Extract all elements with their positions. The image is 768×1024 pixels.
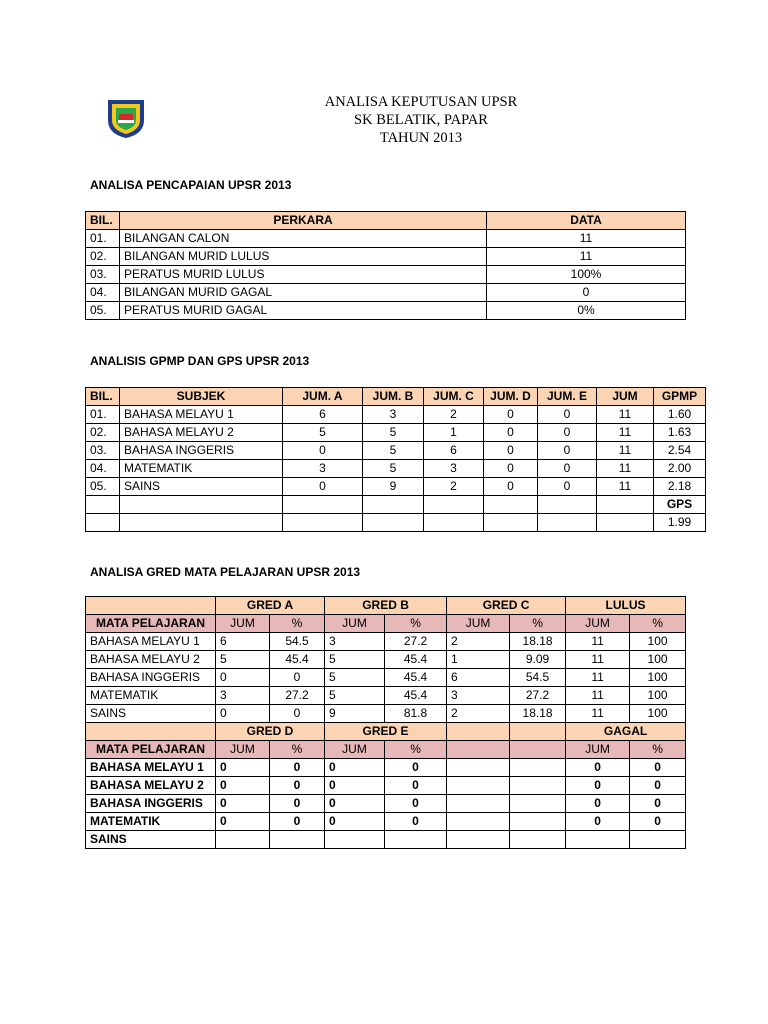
table-row: [86, 795, 686, 813]
table-cell: 3: [325, 633, 385, 651]
table-cell: 0: [385, 795, 447, 813]
table-cell: 2: [447, 633, 510, 651]
table-cell: 3: [216, 687, 270, 705]
table-cell: SAINS: [86, 831, 216, 849]
table-cell: MATEMATIK: [120, 460, 283, 478]
section-title-gred: ANALISA GRED MATA PELAJARAN UPSR 2013: [90, 565, 361, 579]
table-cell: 100: [630, 651, 686, 669]
table-cell: [566, 831, 630, 849]
header-gagal: GAGAL: [566, 723, 686, 741]
table-header-row: [86, 597, 686, 615]
table-cell: 27.2: [270, 687, 325, 705]
table-header-row: [86, 388, 706, 406]
table-cell: SAINS: [120, 478, 283, 496]
table-cell: 0: [484, 424, 538, 442]
table-cell: 11: [566, 633, 630, 651]
header-jum: JUM: [325, 741, 385, 759]
table-cell: 11: [487, 248, 686, 266]
pencapaian-table: [85, 211, 686, 320]
table-row: [86, 705, 686, 723]
table-row: [86, 284, 686, 302]
table-cell: 0: [484, 478, 538, 496]
table-cell: 11: [597, 460, 654, 478]
table-cell: 0: [385, 759, 447, 777]
table-cell: 0: [283, 442, 363, 460]
table-cell: 0: [325, 813, 385, 831]
table-cell: 3: [424, 460, 484, 478]
table-row: [86, 669, 686, 687]
table-cell: 02.: [86, 248, 120, 266]
table-cell: 0: [385, 813, 447, 831]
table-cell: 0: [538, 424, 597, 442]
table-cell: MATEMATIK: [86, 687, 216, 705]
table-cell: 45.4: [385, 687, 447, 705]
header-jum: JUM: [566, 615, 630, 633]
header-gred-c: GRED C: [447, 597, 566, 615]
table-cell: 03.: [86, 266, 120, 284]
table-cell: 0: [216, 705, 270, 723]
table-cell: 11: [566, 687, 630, 705]
table-cell: 1: [424, 424, 484, 442]
table-cell: 0: [566, 813, 630, 831]
table-cell: PERATUS MURID LULUS: [120, 266, 487, 284]
table-cell: [385, 831, 447, 849]
header-lulus: LULUS: [566, 597, 686, 615]
table-cell: 0: [630, 777, 686, 795]
table-cell: [270, 831, 325, 849]
table-cell: 0: [484, 442, 538, 460]
table-cell: 5: [283, 424, 363, 442]
table-row: [86, 460, 706, 478]
table-cell: 0: [283, 478, 363, 496]
header-gred-e: GRED E: [325, 723, 447, 741]
table-cell: 5: [216, 651, 270, 669]
table-cell: 0: [216, 759, 270, 777]
table-cell: 05.: [86, 302, 120, 320]
table-cell: 0: [630, 813, 686, 831]
table-cell: 0: [270, 777, 325, 795]
table-cell: 100: [630, 705, 686, 723]
table-cell: 9: [325, 705, 385, 723]
header-cell: PERKARA: [120, 212, 487, 230]
table-cell: 5: [363, 442, 424, 460]
header-jum: JUM: [216, 741, 270, 759]
table-cell: 3: [447, 687, 510, 705]
table-cell: 11: [566, 669, 630, 687]
table-cell: 0: [630, 759, 686, 777]
school-name: SK BELATIK, PAPAR: [354, 112, 488, 128]
gred-table: [85, 596, 686, 849]
table-cell: 100: [630, 633, 686, 651]
table-cell: 0: [270, 795, 325, 813]
table-cell: 11: [597, 478, 654, 496]
table-cell: BILANGAN MURID LULUS: [120, 248, 487, 266]
header-cell: JUM. E: [538, 388, 597, 406]
table-cell: 0: [325, 759, 385, 777]
table-row: [86, 759, 686, 777]
gps-label: GPS: [654, 496, 706, 514]
table-cell: 0: [385, 777, 447, 795]
table-cell: 01.: [86, 406, 120, 424]
table-cell: 3: [363, 406, 424, 424]
header-gred-d: GRED D: [216, 723, 325, 741]
table-header-row: [86, 723, 686, 741]
table-row: [86, 424, 706, 442]
table-cell: 100: [630, 687, 686, 705]
header-cell: DATA: [487, 212, 686, 230]
table-cell: BAHASA MELAYU 1: [86, 633, 216, 651]
table-row: [86, 266, 686, 284]
table-cell: 0: [325, 795, 385, 813]
table-row: [86, 478, 706, 496]
table-cell: 45.4: [385, 669, 447, 687]
table-cell: 01.: [86, 230, 120, 248]
header-pct: %: [510, 615, 566, 633]
table-cell: 11: [597, 442, 654, 460]
report-year: TAHUN 2013: [379, 130, 463, 146]
table-row: [86, 496, 706, 514]
table-cell: 0: [566, 759, 630, 777]
table-cell: 03.: [86, 442, 120, 460]
table-subheader-row: [86, 741, 686, 759]
document-header: [0, 93, 768, 147]
gps-value: 1.99: [654, 514, 706, 532]
table-cell: 6: [216, 633, 270, 651]
table-cell: 18.18: [510, 633, 566, 651]
table-cell: 0: [538, 442, 597, 460]
table-cell: 45.4: [385, 651, 447, 669]
section-title-gpmp: ANALISIS GPMP DAN GPS UPSR 2013: [90, 354, 310, 368]
table-cell: 2.00: [654, 460, 706, 478]
header-cell: BIL.: [86, 212, 120, 230]
table-cell: 5: [325, 669, 385, 687]
table-cell: 0: [484, 406, 538, 424]
table-row: [86, 406, 706, 424]
table-row: [86, 248, 686, 266]
header-cell: JUM. C: [424, 388, 484, 406]
table-cell: SAINS: [86, 705, 216, 723]
table-cell: 02.: [86, 424, 120, 442]
table-cell: 0: [270, 705, 325, 723]
table-row: [86, 651, 686, 669]
header-cell: BIL.: [86, 388, 120, 406]
header-pct: %: [630, 741, 686, 759]
table-cell: 1.63: [654, 424, 706, 442]
table-cell: 11: [566, 651, 630, 669]
table-cell: 0: [566, 777, 630, 795]
gpmp-table: [85, 387, 706, 532]
table-cell: 27.2: [510, 687, 566, 705]
table-row: [86, 687, 686, 705]
header-cell: SUBJEK: [120, 388, 283, 406]
header-pct: %: [270, 615, 325, 633]
table-cell: 3: [283, 460, 363, 478]
header-gred-a: GRED A: [216, 597, 325, 615]
table-cell: 0: [270, 813, 325, 831]
table-cell: 0: [216, 777, 270, 795]
table-cell: 2: [424, 478, 484, 496]
table-cell: 2: [447, 705, 510, 723]
header-cell: JUM. A: [283, 388, 363, 406]
table-cell: 6: [283, 406, 363, 424]
table-cell: 04.: [86, 284, 120, 302]
table-cell: 05.: [86, 478, 120, 496]
table-cell: 0: [216, 813, 270, 831]
table-cell: 100%: [487, 266, 686, 284]
table-cell: 6: [447, 669, 510, 687]
header-gred-b: GRED B: [325, 597, 447, 615]
header-cell: JUM: [597, 388, 654, 406]
table-cell: 0: [538, 460, 597, 478]
table-cell: BAHASA INGGERIS: [86, 795, 216, 813]
table-cell: 0: [270, 669, 325, 687]
table-cell: 0%: [487, 302, 686, 320]
table-row: [86, 442, 706, 460]
table-cell: 0: [270, 759, 325, 777]
table-cell: BILANGAN MURID GAGAL: [120, 284, 487, 302]
table-cell: 2: [424, 406, 484, 424]
table-subheader-row: [86, 615, 686, 633]
table-row: [86, 633, 686, 651]
table-cell: 2.18: [654, 478, 706, 496]
table-cell: 11: [597, 424, 654, 442]
table-cell: BAHASA MELAYU 2: [86, 777, 216, 795]
table-cell: BAHASA MELAYU 2: [86, 651, 216, 669]
table-cell: 6: [424, 442, 484, 460]
table-cell: 0: [216, 669, 270, 687]
table-cell: 2.54: [654, 442, 706, 460]
table-cell: [325, 831, 385, 849]
table-cell: 81.8: [385, 705, 447, 723]
table-cell: 54.5: [270, 633, 325, 651]
table-cell: 1: [447, 651, 510, 669]
table-cell: [216, 831, 270, 849]
header-jum: JUM: [325, 615, 385, 633]
table-header-row: [86, 212, 686, 230]
table-cell: 0: [538, 406, 597, 424]
table-cell: 0: [216, 795, 270, 813]
table-cell: PERATUS MURID GAGAL: [120, 302, 487, 320]
table-cell: 5: [325, 651, 385, 669]
table-cell: BILANGAN CALON: [120, 230, 487, 248]
header-jum: JUM: [447, 615, 510, 633]
table-cell: 5: [363, 460, 424, 478]
header-cell: JUM. B: [363, 388, 424, 406]
table-row: [86, 777, 686, 795]
table-cell: 5: [325, 687, 385, 705]
table-cell: 9: [363, 478, 424, 496]
table-cell: 18.18: [510, 705, 566, 723]
table-cell: 11: [597, 406, 654, 424]
table-cell: 04.: [86, 460, 120, 478]
table-row: [86, 831, 686, 849]
header-mata-pelajaran: MATA PELAJARAN: [86, 615, 216, 633]
header-cell: JUM. D: [484, 388, 538, 406]
table-cell: 9.09: [510, 651, 566, 669]
table-cell: 0: [566, 795, 630, 813]
table-cell: BAHASA INGGERIS: [86, 669, 216, 687]
table-row: [86, 514, 706, 532]
header-pct: %: [270, 741, 325, 759]
table-cell: 11: [566, 705, 630, 723]
report-title: ANALISA KEPUTUSAN UPSR: [324, 94, 518, 110]
table-row: [86, 302, 686, 320]
table-cell: 0: [538, 478, 597, 496]
table-cell: 100: [630, 669, 686, 687]
table-cell: [630, 831, 686, 849]
table-cell: 5: [363, 424, 424, 442]
header-pct: %: [385, 741, 447, 759]
header-jum: JUM: [216, 615, 270, 633]
table-cell: 54.5: [510, 669, 566, 687]
table-cell: BAHASA MELAYU 1: [120, 406, 283, 424]
table-cell: 45.4: [270, 651, 325, 669]
table-cell: 0: [484, 460, 538, 478]
header-pct: %: [630, 615, 686, 633]
table-cell: 0: [487, 284, 686, 302]
section-title-pencapaian: ANALISA PENCAPAIAN UPSR 2013: [90, 178, 292, 192]
header-mata-pelajaran: MATA PELAJARAN: [86, 741, 216, 759]
table-row: [86, 230, 686, 248]
table-cell: 11: [487, 230, 686, 248]
table-cell: BAHASA MELAYU 2: [120, 424, 283, 442]
table-cell: BAHASA INGGERIS: [120, 442, 283, 460]
table-cell: BAHASA MELAYU 1: [86, 759, 216, 777]
header-jum: JUM: [566, 741, 630, 759]
table-cell: MATEMATIK: [86, 813, 216, 831]
table-row: [86, 813, 686, 831]
table-cell: 0: [325, 777, 385, 795]
header-cell: GPMP: [654, 388, 706, 406]
table-cell: 1.60: [654, 406, 706, 424]
table-cell: 27.2: [385, 633, 447, 651]
table-cell: 0: [630, 795, 686, 813]
header-pct: %: [385, 615, 447, 633]
